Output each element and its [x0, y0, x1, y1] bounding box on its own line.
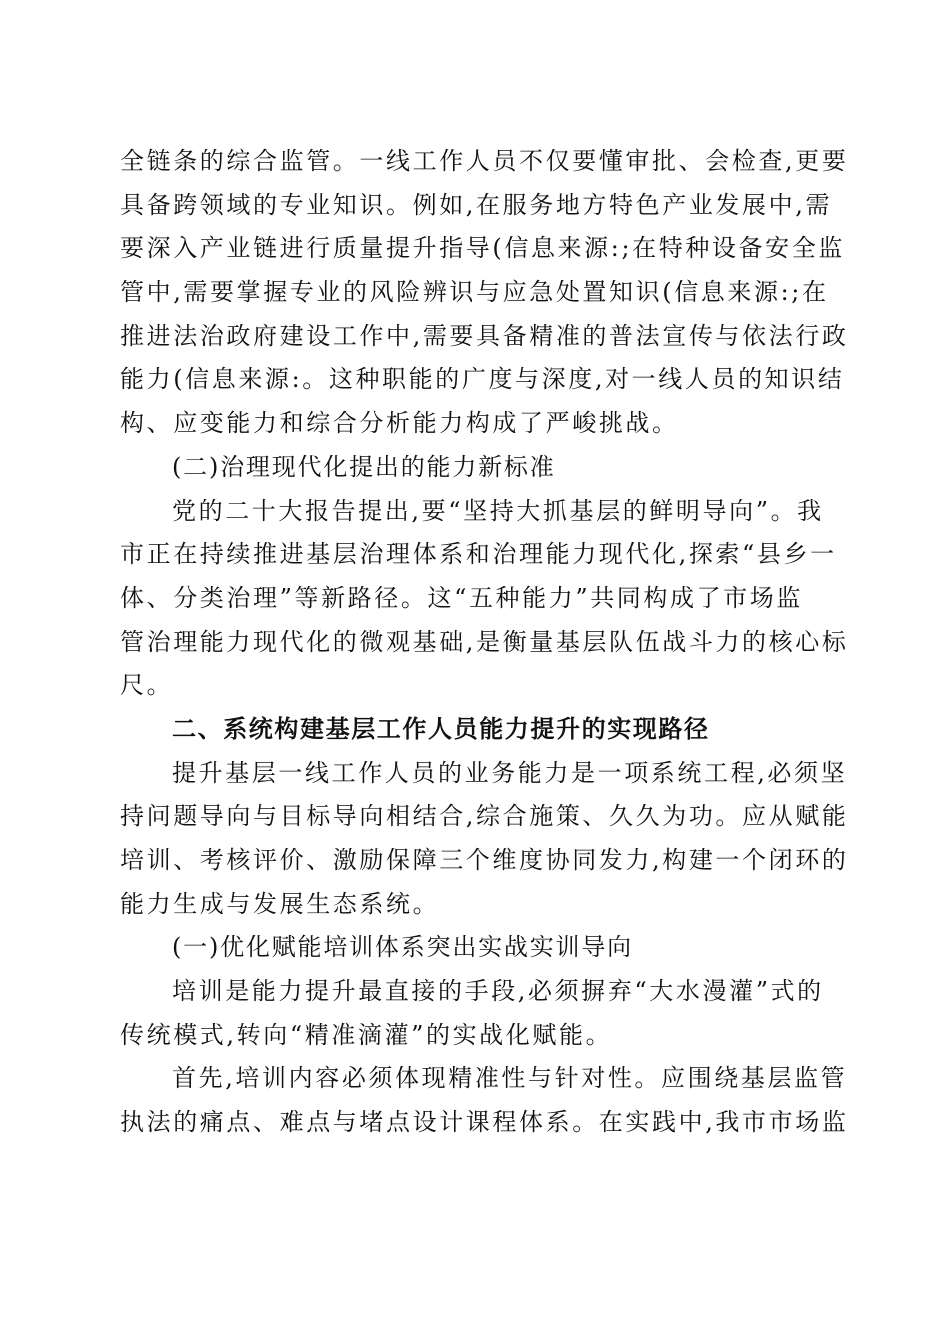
- paragraph-line: 市正在持续推进基层治理体系和治理能力现代化,探索“县乡一: [120, 540, 837, 569]
- paragraph-line: 持问题导向与目标导向相结合,综合施策、久久为功。应从赋能: [120, 802, 849, 831]
- paragraph-line: 能力生成与发展生态系统。: [120, 889, 440, 918]
- subsection-heading: (一)优化赋能培训体系突出实战实训导向: [172, 933, 633, 962]
- paragraph-line: 能力(信息来源:。这种职能的广度与深度,对一线人员的知识结: [120, 365, 845, 394]
- paragraph-line: 体、分类治理”等新路径。这“五种能力”共同构成了市场监: [120, 583, 804, 612]
- paragraph-line: 管中,需要掌握专业的风险辨识与应急处置知识(信息来源:;在: [120, 278, 829, 307]
- subsection-heading: (二)治理现代化提出的能力新标准: [172, 452, 556, 481]
- paragraph-line: 首先,培训内容必须体现精准性与针对性。应围绕基层监管: [172, 1064, 848, 1093]
- paragraph-line: 党的二十大报告提出,要“坚持大抓基层的鲜明导向”。我: [172, 496, 824, 525]
- paragraph-line: 培训是能力提升最直接的手段,必须摒弃“大水漫灌”式的: [172, 977, 824, 1006]
- paragraph-line: 提升基层一线工作人员的业务能力是一项系统工程,必须坚: [172, 758, 848, 787]
- paragraph-line: 传统模式,转向“精准滴灌”的实战化赋能。: [120, 1020, 613, 1049]
- paragraph-line: 推进法治政府建设工作中,需要具备精准的普法宣传与依法行政: [120, 321, 849, 350]
- paragraph-line: 执法的痛点、难点与堵点设计课程体系。在实践中,我市市场监: [120, 1108, 849, 1137]
- document-body: [120, 140, 849, 1145]
- paragraph-line: 具备跨领域的专业知识。例如,在服务地方特色产业发展中,需: [120, 190, 833, 219]
- paragraph-line: 管治理能力现代化的微观基础,是衡量基层队伍战斗力的核心标: [120, 627, 849, 656]
- section-heading: 二、系统构建基层工作人员能力提升的实现路径: [172, 714, 710, 743]
- paragraph-line: 培训、考核评价、激励保障三个维度协同发力,构建一个闭环的: [120, 846, 849, 874]
- paragraph-line: 要深入产业链进行质量提升指导(信息来源:;在特种设备安全监: [120, 234, 845, 263]
- paragraph-line: 构、应变能力和综合分析能力构成了严峻挑战。: [120, 409, 679, 438]
- paragraph-line: 尺。: [120, 671, 174, 700]
- paragraph-line: 全链条的综合监管。一线工作人员不仅要懂审批、会检查,更要: [120, 147, 849, 175]
